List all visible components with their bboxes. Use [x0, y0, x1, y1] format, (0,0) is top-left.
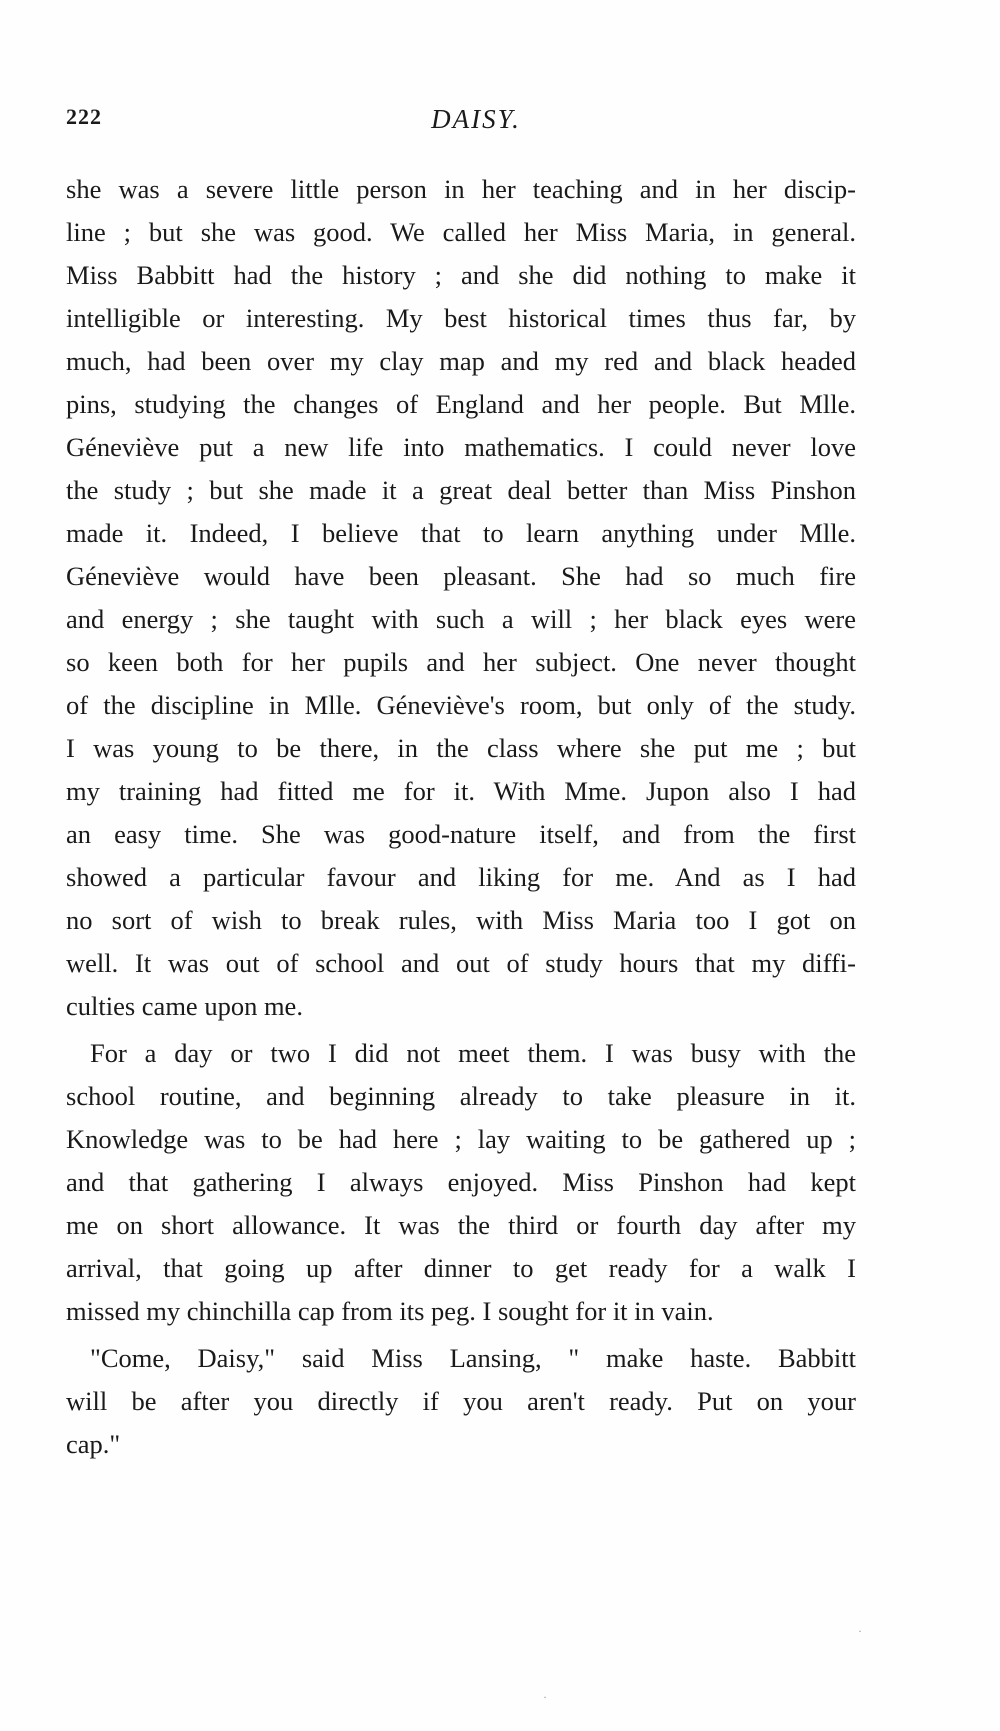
- running-title: DAISY.: [431, 104, 521, 134]
- text-line: and energy ; she taught with such a will ; her black eyes were: [66, 604, 856, 634]
- text-line: cap.": [66, 1429, 121, 1459]
- text-line: line ; but she was good. We called her Miss Maria, in general.: [66, 217, 856, 247]
- text-line: culties came upon me.: [66, 991, 303, 1021]
- text-line: Géneviève would have been pleasant. She had so much fire: [66, 561, 856, 591]
- text-line: of the discipline in Mlle. Géneviève's room, but only of the study.: [66, 690, 856, 720]
- text-line: will be after you directly if you aren't ready. Put on your: [66, 1386, 856, 1416]
- text-line: my training had fitted me for it. With Mme. Jupon also I had: [66, 776, 856, 806]
- text-line: "Come, Daisy," said Miss Lansing, " make haste. Babbitt: [90, 1343, 856, 1373]
- text-line: much, had been over my clay map and my red and black headed: [66, 346, 856, 376]
- text-line: made it. Indeed, I believe that to learn anything under Mlle.: [66, 518, 856, 548]
- text-line: no sort of wish to break rules, with Miss Maria too I got on: [66, 905, 856, 935]
- paragraph: [66, 168, 856, 1028]
- paragraph: [66, 1032, 856, 1333]
- text-line: Knowledge was to be had here ; lay waiting to be gathered up ;: [66, 1124, 856, 1154]
- text-line: arrival, that going up after dinner to get ready for a walk I: [66, 1253, 856, 1283]
- text-line: me on short allowance. It was the third or fourth day after my: [66, 1210, 856, 1240]
- text-line: so keen both for her pupils and her subject. One never thought: [66, 647, 856, 677]
- body-text: [66, 168, 856, 1466]
- text-line: she was a severe little person in her teaching and in her discip-: [66, 174, 856, 204]
- text-line: missed my chinchilla cap from its peg. I sought for it in vain.: [66, 1296, 714, 1326]
- text-line: an easy time. She was good-nature itself, and from the first: [66, 819, 856, 849]
- text-line: Miss Babbitt had the history ; and she did nothing to make it: [66, 260, 856, 290]
- text-line: I was young to be there, in the class where she put me ; but: [66, 733, 856, 763]
- text-line: the study ; but she made it a great deal better than Miss Pinshon: [66, 475, 856, 505]
- text-line: showed a particular favour and liking for me. And as I had: [66, 862, 856, 892]
- paragraph: [66, 1337, 856, 1466]
- scan-speck: ·: [858, 1624, 862, 1638]
- text-line: and that gathering I always enjoyed. Miss Pinshon had kept: [66, 1167, 856, 1197]
- running-head: [66, 104, 856, 144]
- text-line: For a day or two I did not meet them. I was busy with the: [90, 1038, 856, 1068]
- text-line: Géneviève put a new life into mathematics. I could never love: [66, 432, 856, 462]
- page-number: 222: [66, 104, 102, 129]
- text-line: school routine, and beginning already to take pleasure in it.: [66, 1081, 856, 1111]
- text-line: pins, studying the changes of England and her people. But Mlle.: [66, 389, 856, 419]
- scan-speck: ·: [543, 1690, 547, 1704]
- text-line: intelligible or interesting. My best historical times thus far, by: [66, 303, 856, 333]
- text-line: well. It was out of school and out of study hours that my diffi-: [66, 948, 856, 978]
